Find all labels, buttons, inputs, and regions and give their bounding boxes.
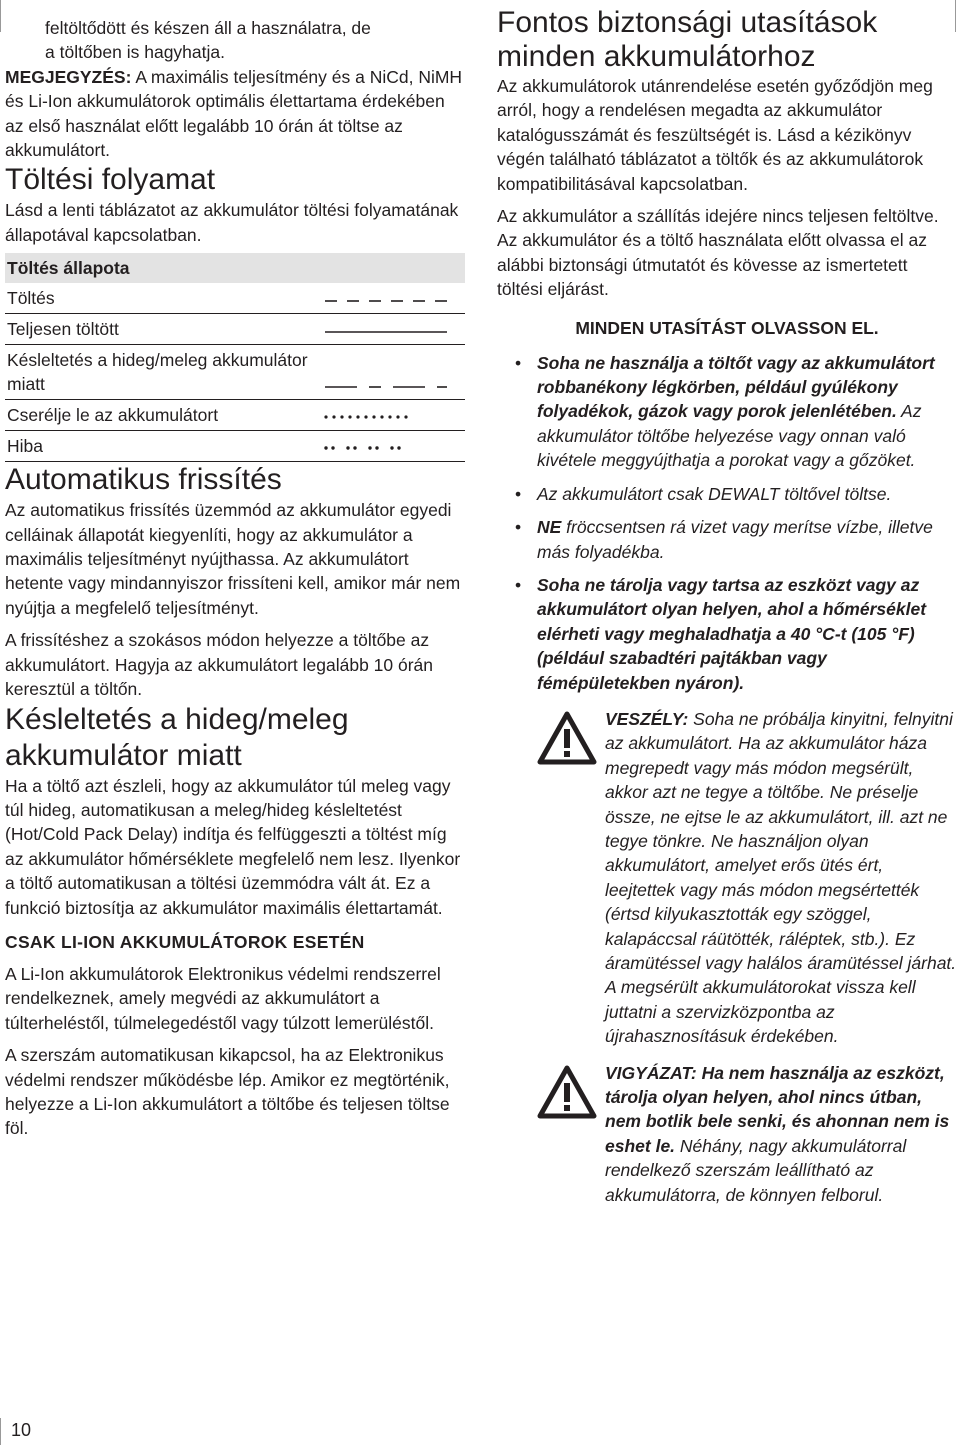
note-text: A maximális teljesítmény és a NiCd, NiMH és Li-Ion akkumulátorok optimális élettartama érdekében az első használat előtt legalább 10 órán át töltse az akkumulátort. [5,66,463,161]
list-item [497,351,957,473]
bullet2-text: Az akkumulátort csak DEWALT töltővel töltse. [537,483,892,504]
indicator-dashes-icon [321,283,465,314]
bullet1-rest: Az akkumulátor töltőbe helyezése vagy onnan való kivétele meggyújthatja a porokat vagy a gőzöket. [537,401,922,471]
danger-label: VESZÉLY: [605,708,689,729]
liion-heading: CSAK LI-ION AKKUMULÁTOROK ESETÉN [5,931,365,952]
status-label: Hiba [5,431,321,462]
bullet-icon: • [515,352,522,373]
auto-refresh-heading: Automatikus frissítés [5,463,282,497]
left-column [5,16,465,1141]
charge-text: Lásd a lenti táblázatot az akkumulátor töltési folyamatának állapotával kapcsolatban. [5,200,459,245]
intro-line-2: a töltőben is hagyhatja. [45,42,225,63]
right-column [497,6,957,1207]
table-row [5,431,465,462]
liion-p1: A Li-Ion akkumulátorok Elektronikus védelmi rendszerrel rendelkeznek, amely megvédi az akkumulátort a túlterheléstől, túlmelegedéstől vagy túlzott lemerüléstől. [5,963,441,1033]
charge-status-table [5,253,465,462]
page-number: 10 [11,1420,32,1440]
bullet4-bold: Soha ne tárolja vagy tartsa az eszközt vagy az akkumulátort olyan helyen, ahol a hőmérséklet elérheti vagy meghaladhatja a 40 °C-t (105 °F) (például szabadtéri pajtákban vagy fémépületekben nyáron). [537,574,927,693]
status-label: Teljesen töltött [5,314,321,345]
status-label: Töltés [5,283,321,314]
status-label: Késleltetés a hideg/meleg akkumulátor miatt [5,345,321,400]
bullet-icon: • [515,574,522,595]
note-label: MEGJEGYZÉS: [5,66,132,87]
auto-refresh-p1: Az automatikus frissítés üzemmód az akkumulátor egyedi celláinak állapotát kiegyenlíti, hogy az akkumulátor a maximális teljesítményt nyújthassa. Az akkumulátort hetente vagy mindannyiszor frissíteni kell, amikor már nem nyújtja a megfelelő teljesítményt. [5,500,461,618]
caution-block [497,1061,957,1207]
intro-line-1: feltöltődött és készen áll a használatra, de [45,18,371,38]
bullet-icon: • [515,483,522,504]
status-label: Cserélje le az akkumulátort [5,400,321,431]
warning-triangle-icon [537,1065,597,1119]
safety-bullet-list [497,351,957,695]
table-header: Töltés állapota [5,253,465,283]
list-item [497,482,957,506]
delay-paragraph: Ha a töltő azt észleli, hogy az akkumulátor túl meleg vagy túl hideg, automatikusan a meleg/hideg késleltetést (Hot/Cold Pack Delay) indítja és felfüggeszti a töltést míg az akkumulátor hőmérséklete megfelelő nem lesz. Ilyenkor a töltő automatikusan a töltési üzemmódra vált át. Ez a funkció biztosítja az akkumulátor maximális élettartamát. [5,775,461,918]
bullet1-bold: Soha ne használja a töltőt vagy az akkumulátort robbanékony légkörben, például gyúlékony folyadékok, gázok vagy porok jelenlétében. [537,352,935,422]
caution-bold: VIGYÁZAT: Ha nem használja az eszközt, tárolja olyan helyen, ahol nincs útban, nem botlik bele senki, és ahonnan nem is eshet le. [605,1062,950,1156]
charge-heading: Töltési folyamat [5,163,216,197]
danger-block [497,707,957,1049]
read-all-instructions: MINDEN UTASÍTÁST OLVASSON EL. [575,317,879,338]
safety-heading: Fontos biztonsági utasítások minden akkumulátorhoz [497,6,878,73]
note-paragraph [5,65,465,163]
bullet3-bold: NE [537,517,562,538]
caution-rest: Néhány, nagy akkumulátorral rendelkező szerszám leállítható az akkumulátorra, de könnyen felborul. [605,1135,907,1205]
list-item [497,515,957,564]
table-row [5,283,465,314]
table-row [5,314,465,345]
indicator-solid-icon [321,314,465,345]
safety-p1: Az akkumulátorok utánrendelése esetén győződjön meg arról, hogy a rendelésen megadta az akkumulátor katalógusszámát és feszültségét is. Lásd a kézikönyv végén található táblázatot a töltők és az akkumulátorok kompatibilitásával kapcsolatban. [497,76,933,194]
table-row [5,400,465,431]
bullet-icon: • [515,517,522,538]
table-row [5,345,465,400]
list-item [497,573,957,695]
delay-heading: Késleltetés a hideg/meleg akkumulátor miatt [5,702,349,772]
indicator-dot-pairs-icon [321,431,465,462]
bullet3-rest: fröccsentsen rá vizet vagy merítse vízbe, illetve más folyadékba. [537,517,933,562]
auto-refresh-p2: A frissítéshez a szokásos módon helyezze a töltőbe az akkumulátort. Hagyja az akkumulátort legalább 10 órán keresztül a töltőn. [5,630,434,700]
liion-p2: A szerszám automatikusan kikapcsol, ha az Elektronikus védelmi rendszer működésbe lép. Amikor ez megtörténik, helyezze a Li-Ion akkumulátort a töltőbe és teljesen töltse föl. [5,1045,450,1139]
danger-text: Soha ne próbálja kinyitni, felnyitni az akkumulátort. Ha az akkumulátor háza megrepedt vagy más módon megsérült, akkor azt ne tegye a töltőbe. Ne préselje össze, ne ejtse le az akkumulátort, ill. azt ne tegye tönkre. Ne használjon olyan akkumulátort, amelyet erős ütés ért, leejtettek vagy más módon megsértették (értsd kilyukasztották egy szöggel, kalapáccsal ráütötték, ráléptek, stb.). Ez áramütéssel vagy halálos áramütéssel járhat. A megsérült akkumulátorokat vissza kell juttatni a szervizközpontba az újrahasznosításuk érdekében. [605,708,957,1047]
warning-triangle-icon [537,711,597,765]
indicator-dots-icon [321,400,465,431]
indicator-long-short-icon [321,345,465,400]
safety-p2: Az akkumulátor a szállítás idejére nincs teljesen feltöltve. Az akkumulátor és a töltő használata előtt olvassa el az alábbi biztonsági útmutatót és kövesse az ismertetett töltési eljárást. [497,206,939,300]
